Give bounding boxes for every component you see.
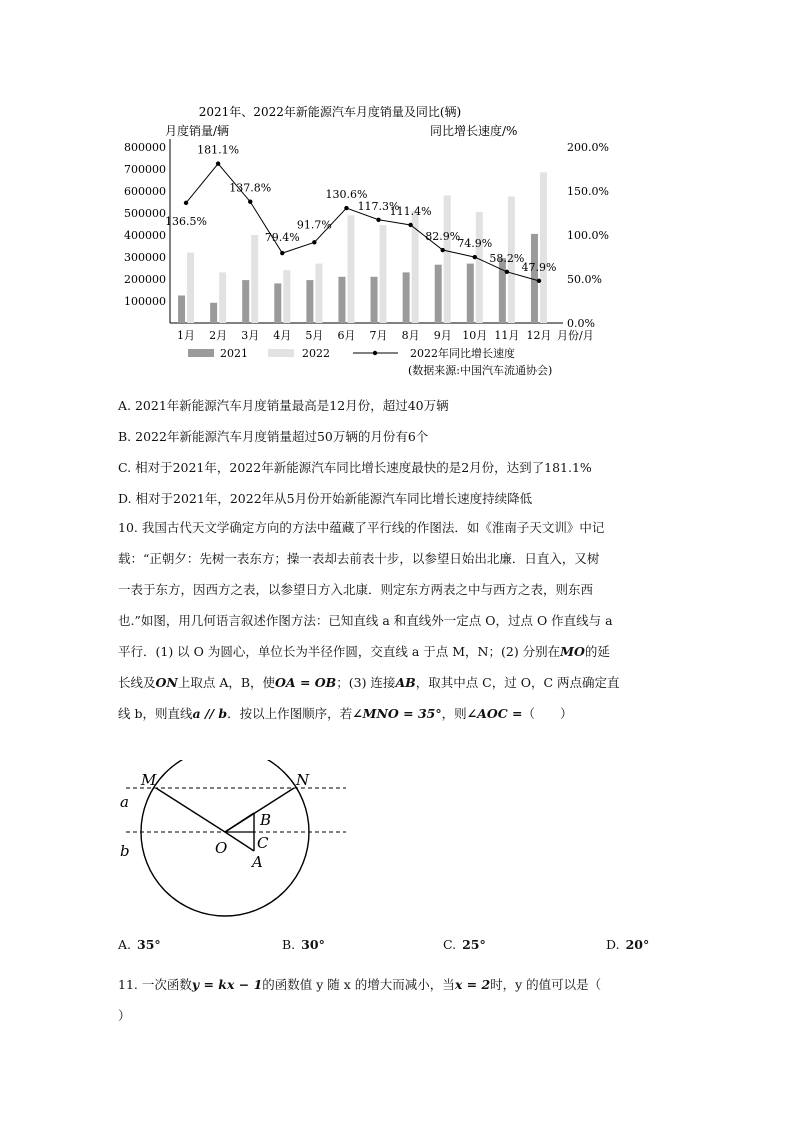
math-on: ON	[155, 675, 178, 690]
x-tick-label: 11月	[494, 329, 520, 342]
question-11	[118, 969, 601, 1031]
math-ab: AB	[395, 675, 416, 690]
y-tick-label-left: 200000	[124, 273, 166, 286]
geometry-figure	[114, 760, 354, 930]
bar-2022	[251, 235, 258, 323]
bar-2022	[540, 172, 547, 323]
y-tick-label-right: 50.0%	[567, 273, 602, 286]
growth-point	[376, 218, 380, 222]
label-n: N	[296, 771, 310, 789]
growth-point	[408, 223, 412, 227]
choice-value: 20°	[625, 937, 650, 952]
bar-2021	[371, 277, 378, 323]
x-tick-label: 4月	[273, 329, 292, 342]
bar-2022	[476, 212, 483, 323]
label-o: O	[215, 839, 228, 857]
bar-2021	[178, 296, 185, 324]
q10-line: 10. 我国古代天文学确定方向的方法中蕴藏了平行线的作图法．如《淮南子天文训》中记	[118, 520, 605, 535]
choice-10a	[118, 937, 161, 952]
growth-data-label: 91.7%	[296, 218, 332, 232]
option-9d: D. 相对于2021年，2022年从5月份开始新能源汽车同比增长速度持续降低	[118, 491, 533, 506]
y-tick-label-left: 500000	[124, 207, 166, 220]
growth-point	[248, 200, 252, 204]
text-run: 上取点 A，B，使	[177, 675, 276, 690]
y-tick-label-left: 100000	[124, 295, 166, 308]
bar-2021	[274, 283, 281, 323]
y-tick-label-left: 300000	[124, 251, 166, 264]
bar-2021	[467, 264, 474, 323]
label-a-line: a	[120, 793, 129, 811]
growth-point	[216, 161, 220, 165]
x-tick-label: 8月	[401, 329, 420, 342]
text-run: ，取其中点 C，过 O，C 两点确定直	[415, 675, 620, 690]
math-x-eq-2: x = 2	[454, 977, 491, 992]
choice-10c	[443, 937, 486, 952]
y-tick-label-right: 100.0%	[567, 229, 609, 242]
data-source: (数据来源:中国汽车流通协会)	[408, 364, 553, 377]
option-9a: A. 2021年新能源汽车月度销量最高是12月份，超过40万辆	[118, 398, 449, 413]
x-tick-label: 12月	[526, 329, 552, 342]
bar-2021	[435, 265, 442, 323]
legend-swatch-2021	[188, 349, 214, 357]
choice-letter: C.	[443, 937, 457, 952]
text-run: ；(3) 连接	[336, 675, 396, 690]
left-axis-title: 月度销量/辆	[165, 124, 230, 138]
right-axis-title: 同比增长速度/%	[430, 124, 518, 138]
x-tick-label: 6月	[337, 329, 356, 342]
q11-line	[118, 969, 601, 1000]
sales-chart	[110, 95, 610, 385]
q10-line	[118, 667, 620, 698]
x-tick-label: 7月	[369, 329, 388, 342]
choice-letter: B.	[282, 937, 296, 952]
y-tick-label-right: 150.0%	[567, 185, 609, 198]
growth-point	[344, 206, 348, 210]
bar-2021	[306, 280, 313, 323]
choice-10d	[606, 937, 649, 952]
growth-data-label: 79.4%	[264, 231, 300, 245]
math-angle-aoc: ∠AOC =	[466, 706, 523, 721]
text-run: 的延	[584, 644, 610, 659]
growth-point	[184, 201, 188, 205]
y-tick-label-left: 400000	[124, 229, 166, 242]
x-tick-label: 9月	[433, 329, 452, 342]
text-run: 11. 一次函数	[118, 977, 192, 992]
growth-point	[441, 248, 445, 252]
choice-letter: D.	[606, 937, 620, 952]
choice-value: 25°	[462, 937, 486, 952]
text-run: 长线及	[118, 675, 156, 690]
label-c-point: C	[257, 834, 269, 852]
growth-data-label: 130.6%	[325, 188, 368, 202]
question-10	[118, 512, 620, 729]
label-a-point: A	[252, 853, 263, 871]
choice-letter: A.	[118, 937, 132, 952]
math-angle-mno: ∠MNO = 35°	[352, 706, 442, 721]
bar-2022	[187, 253, 194, 323]
bar-2021	[242, 280, 249, 323]
y-tick-label-left: 800000	[124, 141, 166, 154]
growth-point	[280, 251, 284, 255]
growth-point	[505, 270, 509, 274]
q10-line	[118, 698, 620, 729]
text-run: 时，y 的值可以是（	[490, 977, 602, 992]
bar-2022	[315, 264, 322, 323]
q10-line: 载：“正朝夕：先树一表东方；操一表却去前表十步，以参望日始出北廉．日直入，又树	[118, 551, 600, 566]
growth-data-label: 136.5%	[165, 214, 208, 228]
legend-label-growth: 2022年同比增长速度	[410, 347, 515, 360]
legend-label-2021: 2021	[220, 347, 248, 360]
growth-data-label: 117.3%	[357, 199, 400, 213]
growth-data-label: 82.9%	[425, 230, 461, 244]
choice-value: 30°	[301, 937, 325, 952]
segment-ob	[225, 813, 254, 832]
math-oa-ob: OA = OB	[275, 675, 337, 690]
legend-swatch-2022	[268, 349, 294, 357]
text-run: 平行．(1) 以 O 为圆心，单位长为半径作圆，交直线 a 于点 M，N；(2) 分别在	[118, 644, 561, 659]
bar-2021	[403, 272, 410, 323]
bar-2022	[444, 195, 451, 323]
growth-data-label: 111.4%	[389, 204, 432, 218]
text-run: 的函数值 y 随 x 的增大而减小，当	[262, 977, 455, 992]
growth-data-label: 137.8%	[229, 181, 272, 195]
y-tick-label-right: 0.0%	[567, 317, 595, 330]
text-run: ．按以上作图顺序，若	[227, 706, 353, 721]
growth-data-label: 181.1%	[197, 143, 240, 157]
choice-value: 35°	[137, 937, 161, 952]
legend-label-2022: 2022	[302, 347, 330, 360]
choice-10b	[282, 937, 325, 952]
bar-2021	[338, 277, 345, 323]
q10-line	[118, 636, 620, 667]
q11-line: ）	[118, 1008, 131, 1023]
y-tick-label-right: 200.0%	[567, 141, 609, 154]
math-function: y = kx − 1	[191, 977, 263, 992]
bar-2021	[499, 258, 506, 323]
bar-2022	[412, 211, 419, 323]
x-tick-label: 5月	[305, 329, 324, 342]
y-tick-label-left: 600000	[124, 185, 166, 198]
bar-2022	[380, 225, 387, 323]
math-a-parallel-b: a // b	[192, 706, 228, 721]
x-axis-title: 月份/月	[557, 329, 594, 342]
label-b-point: B	[260, 811, 272, 829]
bar-2021	[210, 303, 217, 323]
q10-line: 一表于东方，因西方之表，以参望日方入北康．则定东方两表之中与西方之表，则东西	[118, 582, 594, 597]
bar-2022	[283, 270, 290, 323]
bar-2022	[219, 272, 226, 323]
segment-mo	[156, 788, 225, 832]
legend-line-marker	[373, 351, 377, 355]
text-run: （ ）	[522, 706, 573, 721]
x-tick-label: 2月	[209, 329, 228, 342]
growth-point	[473, 255, 477, 259]
segment-oa	[225, 832, 254, 851]
growth-data-label: 74.9%	[457, 237, 493, 251]
y-tick-label-left: 700000	[124, 163, 166, 176]
x-tick-label: 10月	[462, 329, 488, 342]
circle-o	[141, 760, 309, 916]
q10-line: 也.”如图，用几何语言叙述作图方法：已知直线 a 和直线外一定点 O，过点 O 作直线与 a	[118, 613, 613, 628]
label-m: M	[141, 771, 157, 789]
growth-point	[537, 279, 541, 283]
growth-point	[312, 240, 316, 244]
option-9c: C. 相对于2021年，2022年新能源汽车同比增长速度最快的是2月份，达到了181.1%	[118, 460, 592, 475]
text-run: ，则	[441, 706, 467, 721]
growth-data-label: 58.2%	[489, 251, 525, 265]
x-tick-label: 3月	[241, 329, 260, 342]
option-9b: B. 2022年新能源汽车月度销量超过50万辆的月份有6个	[118, 429, 429, 444]
bar-2022	[347, 215, 354, 323]
math-mo: MO	[560, 644, 585, 659]
text-run: 线 b，则直线	[118, 706, 193, 721]
chart-title: 2021年、2022年新能源汽车月度销量及同比(辆)	[198, 105, 462, 119]
label-b-line: b	[120, 842, 130, 860]
growth-data-label: 47.9%	[521, 260, 557, 274]
x-tick-label: 1月	[177, 329, 196, 342]
